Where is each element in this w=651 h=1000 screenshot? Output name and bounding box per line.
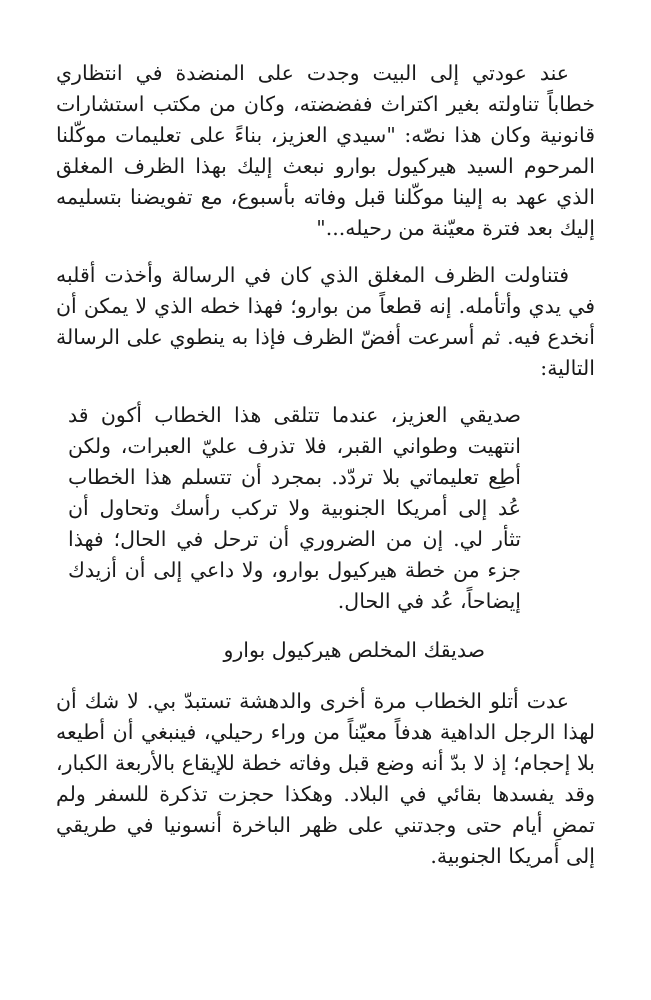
paragraph-arrival-letter: عند عودتي إلى البيت وجدت على المنضدة في انتظاري خطاباً تناولته بغير اكتراث ففضضته، وكان من مكتب استشارات قانونية وكان هذا نصّه: "سيدي العزيز، بناءً على تعليمات موكّلنا المرحوم السيد هيركيول بوارو نبعث إليك بهذا الظرف المغلق الذي عهد به إلينا موكّلنا قبل وفاته بأسبوع، مع تفويضنا بتسليمه إليك بعد فترة معيّنة من رحيله...": [56, 61, 595, 240]
paragraph-sealed-envelope: فتناولت الظرف المغلق الذي كان في الرسالة وأخذت أقلبه في يدي وأتأمله. إنه قطعاً من بوارو؛ فهذا خطه الذي لا يمكن أن أنخدع فيه. ثم أسرعت أفضّ الظرف فإذا به ينطوي على الرسالة التالية:: [56, 263, 595, 380]
paragraph-departure: عدت أتلو الخطاب مرة أخرى والدهشة تستبدّ بي. لا شك أن لهذا الرجل الداهية هدفاً معيّناً من وراء رحيلي، فينبغي أن أطيعه بلا إحجام؛ إذ لا بدّ أنه وضع قبل وفاته خطة للإيقاع بالأربعة الكبار، وقد يفسدها بقائي في البلاد. وهكذا حجزت تذكرة للسفر ولم تمضِ أيام حتى وجدتني على ظهر الباخرة أنسونيا في طريقي إلى أمريكا الجنوبية.: [56, 689, 595, 868]
letter-signature: صديقك المخلص هيركيول بوارو: [223, 638, 485, 662]
quoted-letter: صديقي العزيز، عندما تتلقى هذا الخطاب أكون قد انتهيت وطواني القبر، فلا تذرف عليّ العبرات، ولكن أطِع تعليماتي بلا تردّد. بمجرد أن تتسلم هذا الخطاب عُد إلى أمريكا الجنوبية ولا تركب رأسك وتحاول أن تثأر لي. إن من الضروري أن ترحل في الحال؛ فهذا جزء من خطة هيركيول بوارو، ولا داعي إلى أن أزيدك إيضاحاً، عُد في الحال.: [68, 403, 521, 613]
